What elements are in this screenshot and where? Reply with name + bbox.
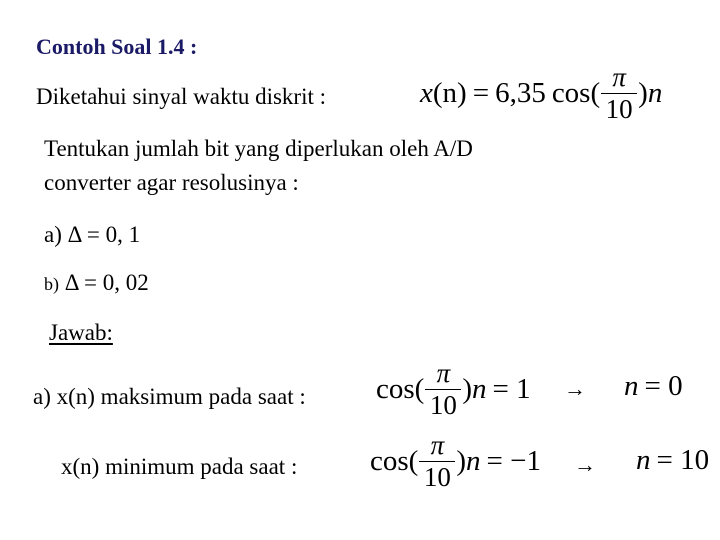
min-close: ) (456, 445, 466, 477)
eq-equals: = (472, 77, 490, 109)
min-label: x(n) minimum pada saat : (61, 454, 298, 479)
option-b (44, 270, 149, 296)
signal-equation (420, 64, 662, 123)
option-a-prefix: a) (44, 222, 62, 247)
min-cos: cos( (370, 445, 419, 477)
eq-cos: cos( (551, 77, 601, 109)
arrow-icon: → (564, 376, 586, 401)
max-denominator: 10 (429, 390, 457, 420)
arrow-icon: → (574, 452, 596, 477)
min-result (636, 444, 709, 477)
max-numerator: π (436, 358, 451, 388)
eq-arg: (n) (432, 77, 467, 109)
min-n: n (466, 445, 481, 477)
option-a-text: Δ = 0, 1 (67, 222, 141, 247)
max-label: a) x(n) maksimum pada saat : (33, 384, 306, 409)
min-result-n: n (636, 444, 651, 476)
eq-denominator: 10 (605, 94, 633, 124)
max-cos: cos( (376, 373, 425, 405)
question-line-1: Tentukan jumlah bit yang diperlukan oleh A/D (44, 136, 473, 161)
max-result-value: = 0 (644, 370, 683, 402)
max-n: n (472, 373, 487, 405)
eq-n: n (647, 77, 663, 109)
answer-heading: Jawab: (49, 320, 113, 345)
min-equation (370, 432, 541, 491)
eq-x: x (420, 77, 433, 109)
min-result-value: = 10 (656, 444, 710, 476)
min-fraction (419, 432, 455, 491)
max-fraction (425, 360, 461, 419)
max-equation (376, 360, 531, 419)
question-line-2: converter agar resolusinya : (44, 170, 299, 195)
max-close: ) (462, 373, 472, 405)
eq-numerator: π (612, 62, 626, 92)
min-denominator: 10 (423, 462, 451, 492)
eq-fraction (601, 64, 637, 123)
min-rhs: = −1 (486, 445, 541, 477)
max-result (624, 370, 683, 403)
option-b-text: Δ = 0, 02 (64, 270, 149, 295)
given-label: Diketahui sinyal waktu diskrit : (36, 84, 327, 109)
min-numerator: π (430, 430, 445, 460)
slide-title: Contoh Soal 1.4 : (36, 34, 198, 59)
eq-coef: 6,35 (495, 77, 546, 109)
max-rhs: = 1 (492, 373, 531, 405)
option-b-prefix: b) (44, 274, 59, 294)
option-a (44, 222, 140, 248)
eq-close: ) (638, 77, 648, 109)
max-result-n: n (624, 370, 639, 402)
